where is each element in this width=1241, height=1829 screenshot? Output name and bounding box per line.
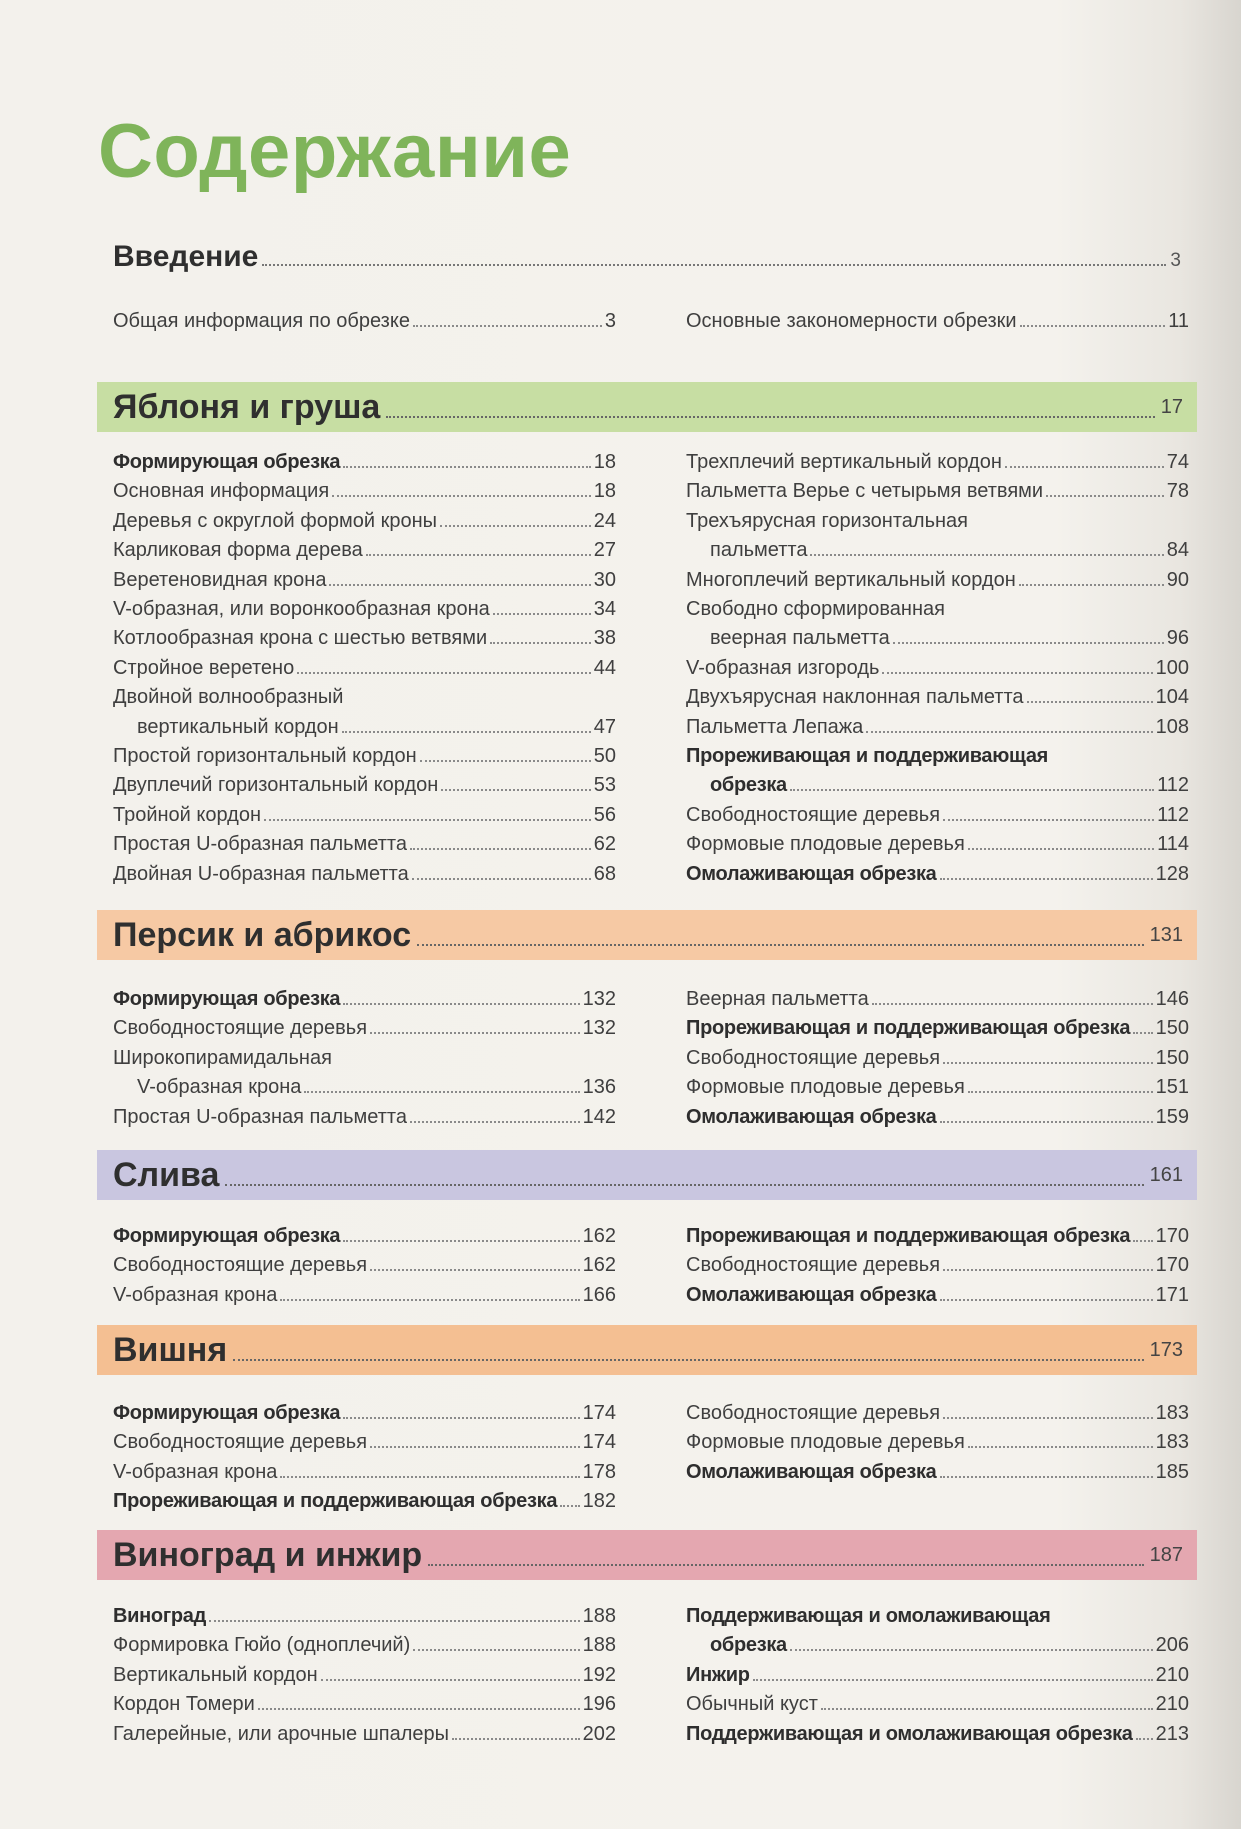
entry-title: Обычный куст bbox=[686, 1693, 818, 1716]
entry-page-number: 188 bbox=[582, 1605, 616, 1627]
toc-entry[interactable] bbox=[686, 536, 1189, 565]
leader-dots bbox=[1019, 584, 1164, 586]
section-page-number: 131 bbox=[1149, 923, 1183, 946]
leader-dots bbox=[264, 819, 591, 821]
toc-entry[interactable] bbox=[113, 1690, 616, 1719]
toc-entry[interactable] bbox=[113, 1073, 616, 1102]
section-page-number: 187 bbox=[1149, 1543, 1183, 1566]
section-left-column bbox=[113, 985, 616, 1132]
entry-page-number: 210 bbox=[1155, 1693, 1189, 1716]
leader-dots bbox=[370, 1032, 580, 1034]
entry-page-number: 68 bbox=[593, 862, 616, 885]
toc-entry[interactable] bbox=[113, 1661, 616, 1690]
entry-page-number: 3 bbox=[604, 310, 616, 332]
entry-page-number: 90 bbox=[1166, 568, 1189, 591]
toc-entry[interactable] bbox=[113, 801, 616, 830]
entry-page-number: 162 bbox=[582, 1254, 616, 1277]
section-header[interactable] bbox=[97, 1150, 1197, 1200]
leader-dots bbox=[452, 1738, 580, 1740]
toc-entry[interactable] bbox=[686, 307, 1189, 336]
section-right-column bbox=[686, 985, 1189, 1132]
entry-title: Формовые плодовые деревья bbox=[686, 1076, 965, 1099]
section-page-number: 161 bbox=[1149, 1163, 1183, 1186]
toc-entry[interactable] bbox=[686, 830, 1189, 859]
entry-page-number: 188 bbox=[582, 1634, 616, 1657]
leader-dots bbox=[343, 1240, 579, 1242]
entry-title: Двойной волнообразный bbox=[113, 686, 344, 709]
entry-page-number: 38 bbox=[593, 627, 616, 650]
toc-entry[interactable] bbox=[686, 654, 1189, 683]
toc-entry[interactable] bbox=[113, 448, 616, 477]
entry-title: Общая информация по обрезке bbox=[113, 310, 410, 332]
section-left-column bbox=[113, 448, 616, 889]
toc-entry[interactable] bbox=[686, 1103, 1189, 1132]
entry-page-number: 142 bbox=[582, 1105, 616, 1128]
toc-entry[interactable] bbox=[686, 801, 1189, 830]
entry-page-number: 151 bbox=[1155, 1076, 1189, 1099]
leader-dots bbox=[225, 1184, 1143, 1186]
toc-entry[interactable] bbox=[686, 1222, 1189, 1251]
entry-title: Прореживающая и поддерживающая обрезка bbox=[686, 1017, 1131, 1040]
entry-title: Двуплечий горизонтальный кордон bbox=[113, 774, 439, 797]
toc-entry[interactable] bbox=[113, 1222, 616, 1251]
entry-title: Веерная пальметта bbox=[686, 988, 869, 1010]
leader-dots bbox=[417, 944, 1144, 946]
entry-title: обрезка bbox=[710, 1634, 787, 1657]
leader-dots bbox=[810, 554, 1163, 556]
leader-dots bbox=[420, 760, 591, 762]
entry-title: Формовые плодовые деревья bbox=[686, 1431, 965, 1454]
toc-entry[interactable] bbox=[686, 742, 1189, 771]
entry-title: Формировка Гюйо (одноплечий) bbox=[113, 1634, 411, 1657]
leader-dots bbox=[753, 1679, 1153, 1681]
entry-page-number: 56 bbox=[593, 803, 616, 826]
entry-title: Кордон Томери bbox=[113, 1693, 255, 1716]
leader-dots bbox=[490, 642, 591, 644]
leader-dots bbox=[280, 1476, 579, 1478]
toc-entry[interactable] bbox=[113, 595, 616, 624]
entry-title: Простая U-образная пальметта bbox=[113, 1105, 407, 1128]
page-title: Содержание bbox=[98, 109, 572, 194]
leader-dots bbox=[872, 1003, 1153, 1005]
toc-entry[interactable] bbox=[113, 624, 616, 653]
leader-dots bbox=[366, 554, 591, 556]
entry-page-number: 206 bbox=[1155, 1634, 1189, 1657]
entry-title: Свободностоящие деревья bbox=[686, 1402, 941, 1424]
section-left-column bbox=[113, 1399, 616, 1517]
leader-dots bbox=[893, 642, 1164, 644]
entry-title: Широкопирамидальная bbox=[113, 1046, 332, 1069]
leader-dots bbox=[413, 1649, 579, 1651]
entry-title: веерная пальметта bbox=[710, 627, 890, 650]
toc-entry[interactable] bbox=[686, 1428, 1189, 1457]
entry-title: Пальметта Лепажа bbox=[686, 715, 864, 738]
toc-entry[interactable] bbox=[113, 1631, 616, 1660]
entry-title: Свободностоящие деревья bbox=[686, 1254, 941, 1277]
entry-page-number: 170 bbox=[1155, 1225, 1189, 1247]
entry-title: Веретеновидная крона bbox=[113, 568, 327, 591]
leader-dots bbox=[342, 731, 591, 733]
entry-title: Многоплечий вертикальный кордон bbox=[686, 568, 1016, 591]
entry-page-number: 18 bbox=[593, 480, 616, 503]
toc-entry[interactable] bbox=[686, 477, 1189, 506]
leader-dots bbox=[943, 1417, 1153, 1419]
section-page-number: 173 bbox=[1149, 1338, 1183, 1361]
toc-entry[interactable] bbox=[113, 307, 616, 336]
toc-entry[interactable] bbox=[113, 860, 616, 889]
section-title: Слива bbox=[113, 1155, 220, 1194]
entry-title: Простая U-образная пальметта bbox=[113, 833, 407, 856]
leader-dots bbox=[321, 1679, 580, 1681]
entry-page-number: 112 bbox=[1157, 774, 1189, 797]
section-left-column bbox=[113, 1602, 616, 1749]
entry-title: Котлообразная крона с шестью ветвями bbox=[113, 627, 488, 650]
leader-dots bbox=[209, 1620, 580, 1622]
entry-title: Прореживающая и поддерживающая обрезка bbox=[113, 1490, 558, 1513]
entry-title: Двухъярусная наклонная пальметта bbox=[686, 686, 1024, 709]
toc-entry[interactable] bbox=[686, 683, 1189, 712]
leader-dots bbox=[440, 525, 591, 527]
entry-title: Деревья с округлой формой кроны bbox=[113, 509, 437, 532]
entry-page-number: 146 bbox=[1155, 988, 1189, 1010]
leader-dots bbox=[428, 1564, 1143, 1566]
section-title: Персик и абрикос bbox=[113, 915, 412, 954]
entry-title: вертикальный кордон bbox=[137, 715, 339, 738]
toc-entry[interactable] bbox=[113, 654, 616, 683]
leader-dots bbox=[343, 1003, 579, 1005]
entry-page-number: 132 bbox=[582, 1017, 616, 1040]
section-right-column bbox=[686, 1222, 1189, 1310]
intro-label: Введение bbox=[113, 240, 259, 273]
entry-page-number: 182 bbox=[582, 1490, 616, 1513]
toc-entry[interactable] bbox=[686, 1399, 1189, 1428]
leader-dots bbox=[560, 1505, 579, 1507]
entry-page-number: 159 bbox=[1155, 1105, 1189, 1128]
intro-entry[interactable] bbox=[113, 240, 1181, 274]
entry-page-number: 24 bbox=[593, 509, 616, 532]
section-right-column bbox=[686, 1399, 1189, 1487]
entry-page-number: 78 bbox=[1166, 480, 1189, 503]
entry-title: V-образная крона bbox=[113, 1460, 278, 1483]
entry-title: V-образная крона bbox=[137, 1076, 302, 1099]
entry-title: V-образная, или воронкообразная крона bbox=[113, 598, 490, 621]
entry-page-number: 162 bbox=[582, 1225, 616, 1247]
entry-title: Свободностоящие деревья bbox=[113, 1017, 368, 1040]
toc-entry[interactable] bbox=[113, 536, 616, 565]
toc-entry[interactable] bbox=[113, 985, 616, 1014]
toc-entry[interactable] bbox=[113, 566, 616, 595]
entry-page-number: 74 bbox=[1166, 451, 1189, 473]
toc-entry[interactable] bbox=[113, 477, 616, 506]
entry-title: Свободно сформированная bbox=[686, 598, 945, 621]
entry-page-number: 170 bbox=[1155, 1254, 1189, 1277]
leader-dots bbox=[943, 1269, 1153, 1271]
entry-title: Двойная U-образная пальметта bbox=[113, 862, 409, 885]
entry-page-number: 114 bbox=[1157, 833, 1189, 856]
toc-entry[interactable] bbox=[686, 1281, 1189, 1310]
entry-title: Основная информация bbox=[113, 480, 330, 503]
entry-page-number: 178 bbox=[582, 1460, 616, 1483]
entry-title: Стройное веретено bbox=[113, 656, 295, 679]
toc-entry[interactable] bbox=[113, 713, 616, 742]
section-right-column bbox=[686, 448, 1189, 889]
toc-entry[interactable] bbox=[113, 1428, 616, 1457]
entry-title: Тройной кордон bbox=[113, 803, 262, 826]
entry-title: Формовые плодовые деревья bbox=[686, 833, 965, 856]
leader-dots bbox=[943, 1062, 1153, 1064]
entry-title: Прореживающая и поддерживающая обрезка bbox=[686, 1225, 1131, 1247]
leader-dots bbox=[943, 819, 1154, 821]
entry-title: Карликовая форма дерева bbox=[113, 539, 363, 562]
leader-dots bbox=[258, 1708, 580, 1710]
entry-title: Пальметта Верье с четырьмя ветвями bbox=[686, 480, 1044, 503]
entry-page-number: 27 bbox=[593, 539, 616, 562]
entry-title: V-образная крона bbox=[113, 1283, 278, 1306]
leader-dots bbox=[821, 1708, 1153, 1710]
entry-title: Свободностоящие деревья bbox=[113, 1431, 368, 1454]
entry-title: обрезка bbox=[710, 774, 787, 797]
toc-entry[interactable] bbox=[113, 1251, 616, 1280]
entry-title: Омолаживающая обрезка bbox=[686, 1460, 937, 1483]
leader-dots bbox=[297, 672, 591, 674]
entry-page-number: 202 bbox=[582, 1722, 616, 1745]
entry-page-number: 100 bbox=[1155, 656, 1189, 679]
toc-entry[interactable] bbox=[113, 683, 616, 712]
entry-page-number: 185 bbox=[1155, 1460, 1189, 1483]
toc-entry[interactable] bbox=[686, 448, 1189, 477]
entry-page-number: 150 bbox=[1155, 1046, 1189, 1069]
entry-title: Свободностоящие деревья bbox=[686, 803, 941, 826]
leader-dots bbox=[968, 1091, 1153, 1093]
entry-title: Галерейные, или арочные шпалеры bbox=[113, 1722, 450, 1745]
toc-entry[interactable] bbox=[686, 1044, 1189, 1073]
leader-dots bbox=[370, 1446, 580, 1448]
toc-entry[interactable] bbox=[113, 742, 616, 771]
section-header[interactable] bbox=[97, 1325, 1197, 1375]
entry-page-number: 112 bbox=[1157, 803, 1189, 826]
leader-dots bbox=[882, 672, 1152, 674]
leader-dots bbox=[332, 495, 591, 497]
toc-entry[interactable] bbox=[686, 1251, 1189, 1280]
entry-page-number: 192 bbox=[582, 1663, 616, 1686]
toc-entry[interactable] bbox=[113, 1458, 616, 1487]
entry-title: Омолаживающая обрезка bbox=[686, 1105, 937, 1128]
entry-title: Омолаживающая обрезка bbox=[686, 1283, 937, 1306]
leader-dots bbox=[1005, 466, 1164, 468]
section-header[interactable] bbox=[97, 1530, 1197, 1580]
toc-entry[interactable] bbox=[686, 1014, 1189, 1043]
leader-dots bbox=[866, 731, 1152, 733]
toc-entry[interactable] bbox=[686, 1690, 1189, 1719]
entry-page-number: 166 bbox=[582, 1283, 616, 1306]
toc-entry[interactable] bbox=[113, 1044, 616, 1073]
toc-entry[interactable] bbox=[686, 771, 1189, 800]
leader-dots bbox=[386, 416, 1154, 418]
entry-page-number: 132 bbox=[582, 988, 616, 1010]
leader-dots bbox=[410, 848, 591, 850]
toc-entry[interactable] bbox=[686, 624, 1189, 653]
entry-page-number: 44 bbox=[593, 656, 616, 679]
leader-dots bbox=[412, 878, 591, 880]
entry-page-number: 136 bbox=[582, 1076, 616, 1099]
toc-entry[interactable] bbox=[686, 507, 1189, 536]
toc-entry[interactable] bbox=[113, 1103, 616, 1132]
toc-entry[interactable] bbox=[686, 1720, 1189, 1749]
entry-page-number: 11 bbox=[1168, 310, 1189, 332]
entry-title: V-образная изгородь bbox=[686, 656, 880, 679]
toc-entry[interactable] bbox=[113, 1399, 616, 1428]
entry-page-number: 50 bbox=[593, 745, 616, 768]
leader-dots bbox=[1133, 1240, 1152, 1242]
entry-title: Свободностоящие деревья bbox=[686, 1046, 941, 1069]
entry-title: Формирующая обрезка bbox=[113, 451, 341, 473]
section-right-column bbox=[686, 1602, 1189, 1749]
leader-dots bbox=[233, 1359, 1143, 1361]
entry-page-number: 183 bbox=[1155, 1431, 1189, 1454]
intro-page: 3 bbox=[1170, 250, 1181, 271]
toc-entry[interactable] bbox=[113, 1281, 616, 1310]
leader-dots bbox=[370, 1269, 580, 1271]
leader-dots bbox=[1136, 1738, 1153, 1740]
leader-dots bbox=[968, 1446, 1153, 1448]
leader-dots bbox=[410, 1121, 580, 1123]
entry-page-number: 104 bbox=[1155, 686, 1189, 709]
entry-page-number: 213 bbox=[1155, 1722, 1189, 1745]
leader-dots bbox=[413, 325, 602, 327]
leader-dots bbox=[262, 264, 1166, 266]
entry-page-number: 53 bbox=[593, 774, 616, 797]
entry-page-number: 18 bbox=[593, 451, 616, 473]
entry-title: Простой горизонтальный кордон bbox=[113, 745, 417, 768]
leader-dots bbox=[940, 1121, 1153, 1123]
toc-entry[interactable] bbox=[686, 1073, 1189, 1102]
entry-title: Свободностоящие деревья bbox=[113, 1254, 368, 1277]
entry-title: Прореживающая и поддерживающая bbox=[686, 745, 1049, 768]
toc-entry[interactable] bbox=[113, 1487, 616, 1516]
toc-entry[interactable] bbox=[113, 1602, 616, 1631]
leader-dots bbox=[493, 613, 591, 615]
entry-page-number: 174 bbox=[582, 1431, 616, 1454]
entry-title: Вертикальный кордон bbox=[113, 1663, 318, 1686]
entry-title: Трехплечий вертикальный кордон bbox=[686, 451, 1002, 473]
section-title: Яблоня и груша bbox=[113, 387, 381, 426]
leader-dots bbox=[304, 1091, 579, 1093]
toc-entry[interactable] bbox=[686, 1458, 1189, 1487]
toc-entry[interactable] bbox=[113, 1014, 616, 1043]
leader-dots bbox=[940, 878, 1153, 880]
toc-entry[interactable] bbox=[686, 1661, 1189, 1690]
section-title: Вишня bbox=[113, 1330, 228, 1369]
entry-title: Поддерживающая и омолаживающая bbox=[686, 1605, 1051, 1627]
leader-dots bbox=[940, 1299, 1153, 1301]
leader-dots bbox=[1046, 495, 1164, 497]
entry-page-number: 47 bbox=[593, 715, 616, 738]
toc-entry[interactable] bbox=[686, 1631, 1189, 1660]
toc-entry[interactable] bbox=[686, 860, 1189, 889]
entry-page-number: 30 bbox=[593, 568, 616, 591]
toc-entry[interactable] bbox=[113, 771, 616, 800]
entry-page-number: 171 bbox=[1155, 1283, 1189, 1306]
entry-title: Омолаживающая обрезка bbox=[686, 862, 937, 885]
entry-title: Формирующая обрезка bbox=[113, 1225, 341, 1247]
entry-title: Формирующая обрезка bbox=[113, 988, 341, 1010]
leader-dots bbox=[968, 848, 1154, 850]
entry-page-number: 62 bbox=[593, 833, 616, 856]
toc-entry[interactable] bbox=[686, 566, 1189, 595]
entry-title: Трехъярусная горизонтальная bbox=[686, 509, 968, 532]
leader-dots bbox=[343, 1417, 579, 1419]
entry-title: Основные закономерности обрезки bbox=[686, 310, 1017, 332]
section-page-number: 17 bbox=[1160, 395, 1183, 418]
entry-title: Формирующая обрезка bbox=[113, 1402, 341, 1424]
leader-dots bbox=[343, 466, 591, 468]
toc-entry[interactable] bbox=[686, 713, 1189, 742]
intro-right-column bbox=[686, 307, 1189, 336]
entry-page-number: 128 bbox=[1155, 862, 1189, 885]
section-header[interactable] bbox=[97, 382, 1197, 432]
leader-dots bbox=[1133, 1032, 1152, 1034]
toc-entry[interactable] bbox=[686, 985, 1189, 1014]
leader-dots bbox=[790, 1649, 1153, 1651]
leader-dots bbox=[940, 1476, 1153, 1478]
section-header[interactable] bbox=[97, 910, 1197, 960]
entry-page-number: 150 bbox=[1155, 1017, 1189, 1040]
entry-title: Виноград bbox=[113, 1605, 207, 1627]
leader-dots bbox=[441, 789, 590, 791]
entry-title: Инжир bbox=[686, 1663, 750, 1686]
entry-page-number: 84 bbox=[1166, 539, 1189, 562]
leader-dots bbox=[1027, 701, 1153, 703]
toc-entry[interactable] bbox=[113, 1720, 616, 1749]
entry-page-number: 183 bbox=[1155, 1402, 1189, 1424]
toc-entry[interactable] bbox=[686, 1602, 1189, 1631]
toc-entry[interactable] bbox=[113, 507, 616, 536]
section-title: Виноград и инжир bbox=[113, 1535, 423, 1574]
entry-title: пальметта bbox=[710, 539, 808, 562]
leader-dots bbox=[790, 789, 1154, 791]
entry-page-number: 210 bbox=[1155, 1663, 1189, 1686]
toc-entry[interactable] bbox=[686, 595, 1189, 624]
entry-page-number: 196 bbox=[582, 1693, 616, 1716]
entry-page-number: 96 bbox=[1166, 627, 1189, 650]
entry-page-number: 108 bbox=[1155, 715, 1189, 738]
entry-title: Поддерживающая и омолаживающая обрезка bbox=[686, 1722, 1133, 1745]
intro-left-column bbox=[113, 307, 616, 336]
entry-page-number: 174 bbox=[582, 1402, 616, 1424]
toc-entry[interactable] bbox=[113, 830, 616, 859]
entry-page-number: 34 bbox=[593, 598, 616, 621]
leader-dots bbox=[280, 1299, 579, 1301]
leader-dots bbox=[1020, 325, 1166, 327]
leader-dots bbox=[329, 584, 590, 586]
section-left-column bbox=[113, 1222, 616, 1310]
